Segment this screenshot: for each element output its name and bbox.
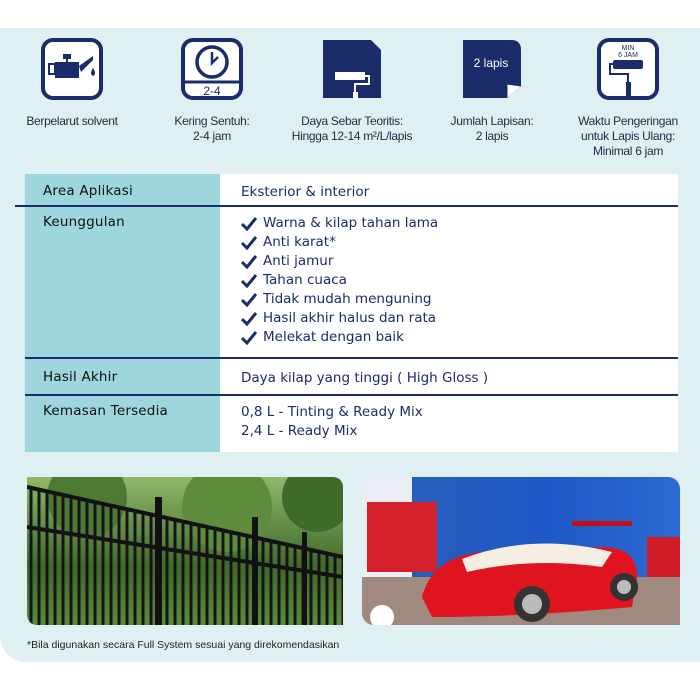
benefit-item bbox=[241, 290, 438, 309]
layers-icon bbox=[461, 38, 523, 100]
spec-table bbox=[25, 174, 678, 452]
car-bed-illustration bbox=[362, 477, 680, 625]
package-option: 0,8 L - Tinting & Ready Mix bbox=[241, 404, 423, 420]
benefit-label: Anti jamur bbox=[263, 253, 334, 269]
fence-photo bbox=[27, 477, 343, 625]
roller-timer-icon bbox=[597, 38, 659, 100]
benefit-item bbox=[241, 214, 438, 233]
divider bbox=[25, 394, 678, 396]
divider bbox=[25, 357, 678, 359]
benefit-label: Tahan cuaca bbox=[263, 272, 347, 288]
feature-label: Waktu Pengeringan bbox=[578, 114, 678, 128]
feature-dry-time bbox=[142, 38, 282, 144]
benefit-label: Anti karat* bbox=[263, 234, 336, 250]
icon-text: 2-4 bbox=[203, 84, 221, 98]
benefit-item bbox=[241, 309, 438, 328]
checkmark-icon bbox=[241, 274, 257, 288]
benefit-label: Melekat dengan baik bbox=[263, 329, 404, 345]
paint-roller-wall-icon bbox=[321, 38, 383, 100]
feature-value: Minimal 6 jam bbox=[592, 144, 664, 158]
checkmark-icon bbox=[241, 255, 257, 269]
feature-coverage bbox=[282, 38, 422, 144]
icon-text: MIN bbox=[621, 45, 635, 52]
feature-value: 2-4 jam bbox=[193, 129, 231, 143]
checkmark-icon bbox=[241, 331, 257, 345]
feature-value: Hingga 12-14 m²/L/lapis bbox=[291, 129, 413, 143]
feature-label: Jumlah Lapisan: bbox=[450, 114, 534, 128]
icon-text: 6 JAM bbox=[618, 52, 638, 59]
row-key: Area Aplikasi bbox=[43, 183, 133, 199]
feature-solvent bbox=[2, 38, 142, 129]
benefit-item bbox=[241, 233, 438, 252]
row-value: Daya kilap yang tinggi ( High Gloss ) bbox=[241, 370, 489, 386]
row-key: Kemasan Tersedia bbox=[43, 403, 169, 419]
car-bed-photo bbox=[362, 477, 680, 625]
package-option: 2,4 L - Ready Mix bbox=[241, 423, 358, 439]
checkmark-icon bbox=[241, 236, 257, 250]
icon-text: 2 lapis bbox=[473, 56, 509, 70]
footnote: *Bila digunakan secara Full System sesuai yang direkomendasikan bbox=[27, 639, 340, 651]
row-value: Eksterior & interior bbox=[241, 184, 370, 200]
row-key: Hasil Akhir bbox=[43, 369, 118, 385]
product-info-panel bbox=[0, 28, 700, 662]
feature-label: Kering Sentuh: bbox=[174, 114, 250, 128]
benefit-item bbox=[241, 252, 438, 271]
clock-icon bbox=[181, 38, 243, 100]
checkmark-icon bbox=[241, 217, 257, 231]
feature-recoat bbox=[558, 38, 698, 159]
oil-can-icon bbox=[41, 38, 103, 100]
benefit-item bbox=[241, 271, 438, 290]
feature-label: untuk Lapis Ulang: bbox=[581, 129, 675, 143]
divider bbox=[15, 205, 678, 207]
checkmark-icon bbox=[241, 312, 257, 326]
benefit-label: Hasil akhir halus dan rata bbox=[263, 310, 437, 326]
benefit-label: Warna & kilap tahan lama bbox=[263, 215, 439, 231]
fence-illustration bbox=[27, 477, 343, 625]
checkmark-icon bbox=[241, 293, 257, 307]
feature-layers bbox=[422, 38, 562, 144]
row-key: Keunggulan bbox=[43, 214, 125, 230]
feature-label: Berpelarut solvent bbox=[26, 114, 118, 128]
feature-value: 2 lapis bbox=[475, 129, 509, 143]
benefit-list bbox=[241, 214, 438, 347]
benefit-item bbox=[241, 328, 438, 347]
feature-label: Daya Sebar Teoritis: bbox=[301, 114, 403, 128]
benefit-label: Tidak mudah menguning bbox=[263, 291, 432, 307]
